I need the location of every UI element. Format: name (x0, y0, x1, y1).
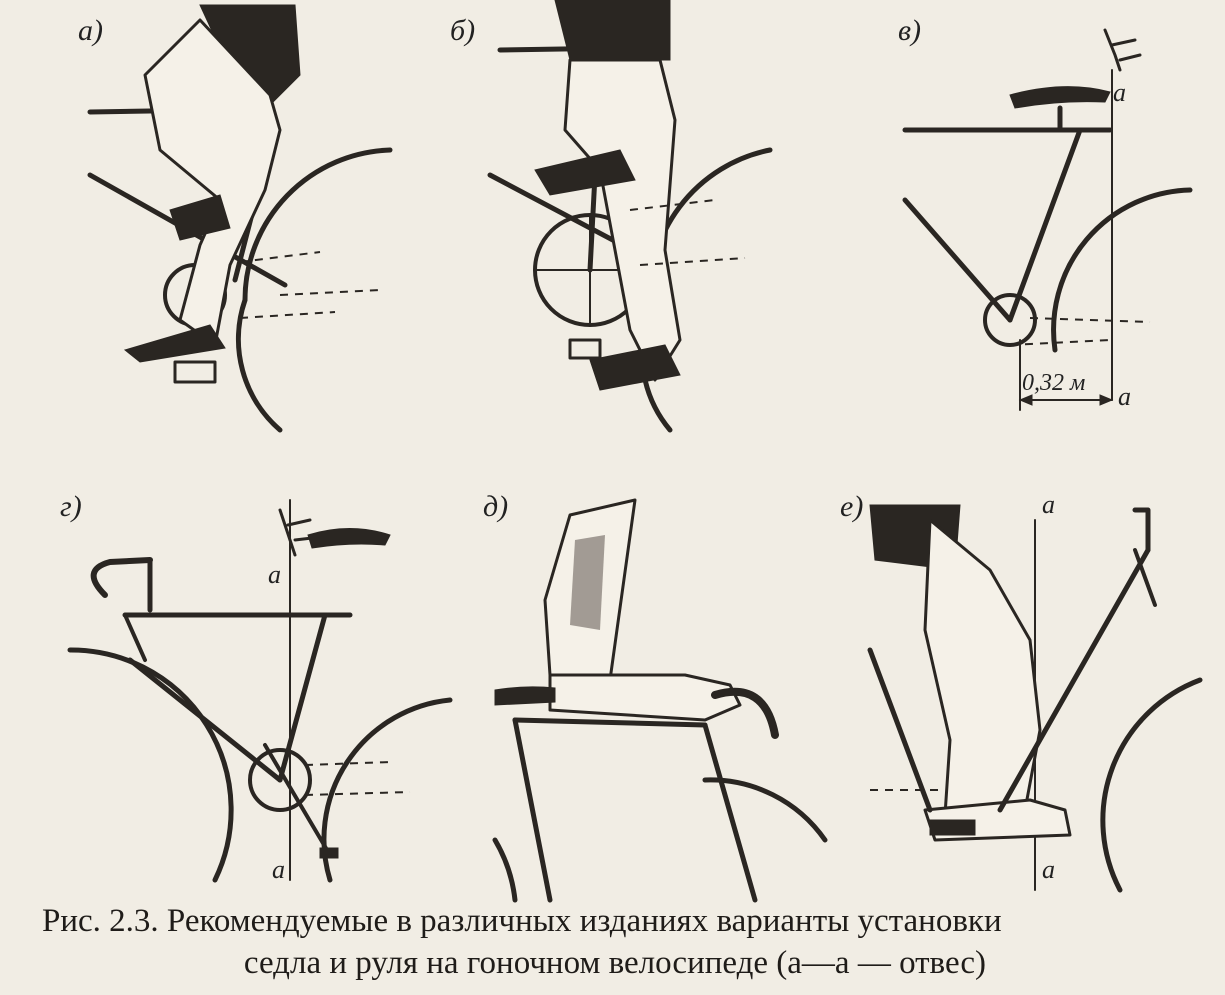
panel-d (455, 480, 825, 900)
plumb-label-bottom: а (1118, 382, 1131, 411)
caption-line-2: седла и руля на гоночном велосипеде (а—а — отвес) (243, 945, 987, 981)
dimension-label: 0,32 м (1022, 370, 1086, 396)
plumb-label-top: а (1113, 78, 1126, 107)
panel-v-drawing (850, 0, 1190, 460)
panel-g-drawing (50, 480, 450, 900)
panel-a (50, 0, 390, 460)
panel-e (830, 480, 1200, 900)
panel-g (50, 480, 450, 900)
panel-v-label: в) (898, 14, 922, 47)
plumb-label-top: а (268, 560, 281, 589)
panel-b (440, 0, 770, 460)
panel-e-drawing (830, 480, 1200, 900)
panel-a-drawing (50, 0, 390, 460)
panel-d-label: д) (483, 490, 509, 523)
plumb-label-bottom: а (1042, 855, 1055, 884)
panel-d-drawing (455, 480, 825, 900)
panel-b-drawing (440, 0, 770, 460)
panel-a-label: а) (78, 14, 103, 47)
panel-b-label: б) (450, 14, 476, 47)
plumb-label-top: а (1042, 490, 1055, 519)
caption-line-1: Рис. 2.3. Рекомендуемые в различных изданиях варианты установки (42, 903, 1002, 939)
panel-e-label: е) (840, 490, 864, 523)
plumb-label-bottom: а (272, 855, 285, 884)
figure-caption (30, 900, 1200, 984)
panel-v (850, 0, 1190, 460)
panel-g-label: г) (60, 490, 82, 523)
